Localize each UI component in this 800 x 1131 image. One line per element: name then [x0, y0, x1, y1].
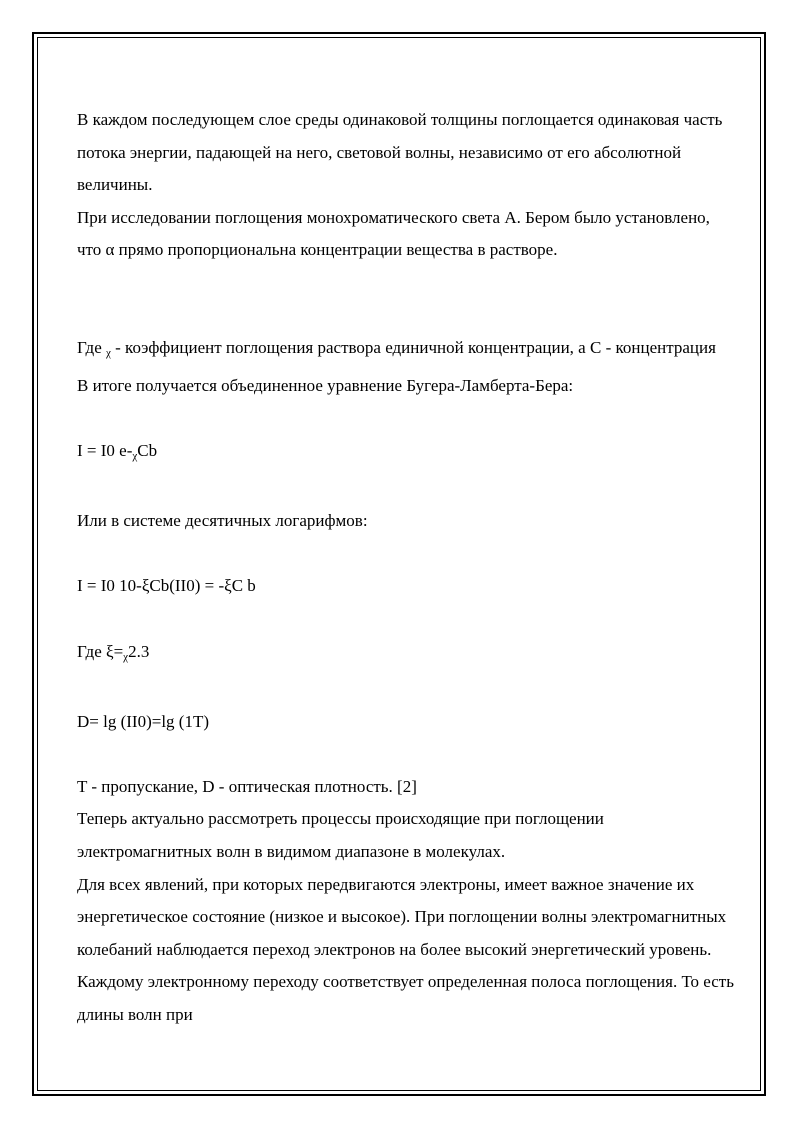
- paragraph-combined-equation-intro: В итоге получается объединенное уравнение Бугера-Ламберта-Бера:: [77, 375, 574, 395]
- formula-optical-density: D= lg (II0)=lg (1T): [77, 711, 209, 731]
- formula-decimal: I = I0 10-ξCb(II0) = -ξC b: [77, 576, 256, 596]
- chi-symbol: χ: [123, 650, 129, 663]
- blank-line: [77, 473, 737, 506]
- paragraph-definitions: T - пропускание, D - оптическая плотность. [2]: [77, 776, 417, 796]
- chi-symbol: χ: [106, 347, 111, 360]
- blank-line: [77, 267, 737, 300]
- paragraph-beer-layer: В каждом последующем слое среды одинаковой толщины поглощается одинаковая часть потока энергии, падающей на него, световой волны, независимо от его абсолютной величины.: [77, 110, 723, 195]
- blank-line: [77, 603, 737, 636]
- blank-line: [77, 673, 737, 706]
- paragraph-molecular-absorption: Теперь актуально рассмотреть процессы происходящие при поглощении электромагнитных волн в видимом диапазоне в молекулах.: [77, 809, 604, 862]
- blank-line: [77, 300, 737, 333]
- paragraph-decimal-log-intro: Или в системе десятичных логарифмов:: [77, 511, 368, 531]
- chi-symbol: χ: [132, 449, 138, 462]
- paragraph-beer-study: При исследовании поглощения монохроматического света А. Бером было установлено, что α прямо пропорциональна концентрации вещества в растворе.: [77, 207, 710, 260]
- paragraph-chi-definition: Где χ - коэффициент поглощения раствора единичной концентрации, а С - концентрация: [77, 338, 716, 360]
- document-body: [77, 104, 737, 1032]
- blank-line: [77, 738, 737, 771]
- formula-xi: Где ξ=χ2.3: [77, 641, 150, 663]
- paragraph-electron-transitions: Для всех явлений, при которых передвигаются электроны, имеет важное значение их энергетическое состояние (низкое и высокое). При поглощении волны электромагнитных колебаний наблюдается переход электронов на более высокий энергетический уровень. Каждому электронному переходу соответствует определенная полоса поглощения. То есть длины волн при: [77, 874, 734, 1025]
- formula-exponential: I = I0 e-χCb: [77, 440, 158, 462]
- blank-line: [77, 402, 737, 435]
- blank-line: [77, 538, 737, 571]
